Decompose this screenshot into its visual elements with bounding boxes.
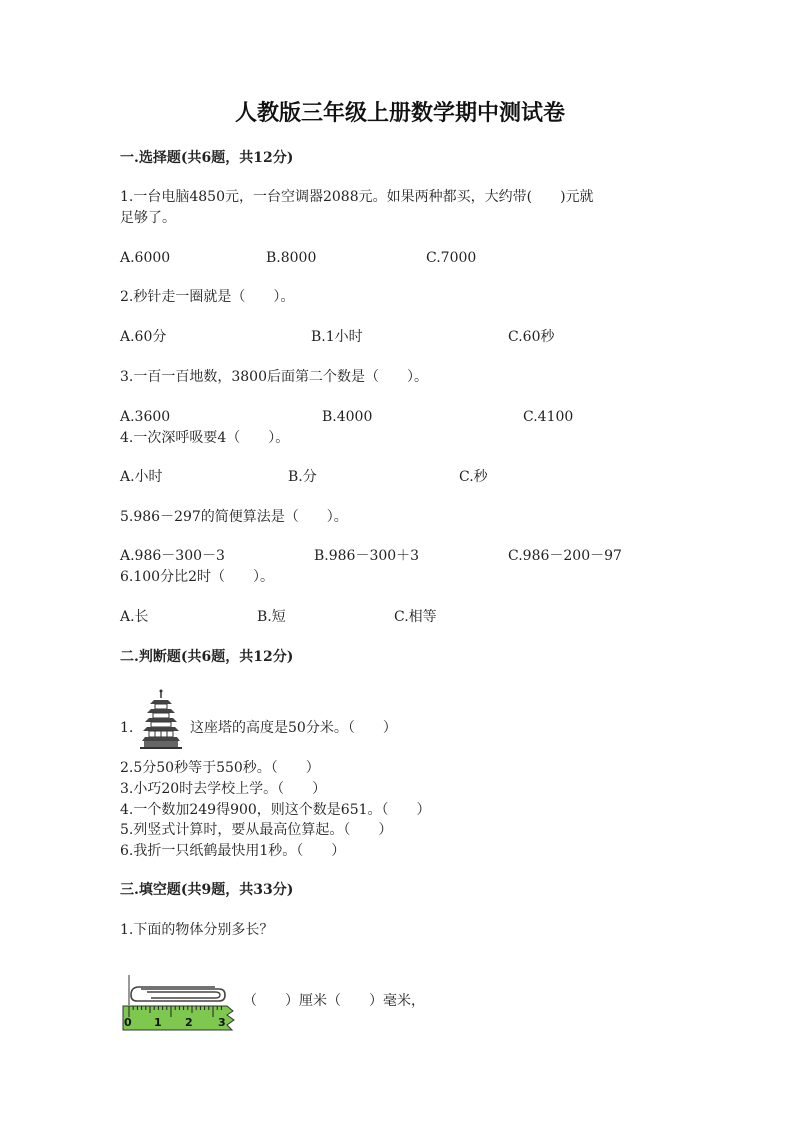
q1-option-a: A.6000 bbox=[120, 250, 171, 266]
q6-option-b: B.短 bbox=[257, 609, 286, 625]
pagoda-image bbox=[138, 688, 184, 750]
ruler-label-0: 0 bbox=[124, 1016, 132, 1029]
q6-option-a: A.长 bbox=[120, 609, 149, 625]
ruler-label-3: 3 bbox=[218, 1016, 226, 1029]
q5-option-a: A.986－300－3 bbox=[120, 548, 225, 564]
ruler-clip-image bbox=[121, 975, 241, 1035]
q6-option-c: C.相等 bbox=[394, 609, 437, 625]
q2-option-c: C.60秒 bbox=[508, 329, 555, 345]
fill-question-1-answer: （ ）厘米（ ）毫米， bbox=[243, 993, 425, 1009]
q1-option-c: C.7000 bbox=[426, 250, 477, 266]
judge-1-number: 1. bbox=[120, 720, 134, 736]
q3-option-b: B.4000 bbox=[322, 409, 373, 425]
section-heading-fill: 三.填空题(共9题，共33分) bbox=[120, 882, 294, 898]
judge-item-4: 4.一个数加249得900，则这个数是651。（ ） bbox=[120, 802, 431, 818]
question-4: 4.一次深呼吸要4（ ）。 bbox=[120, 430, 290, 446]
ruler-label-1: 1 bbox=[154, 1016, 162, 1029]
section-heading-choice: 一.选择题(共6题，共12分) bbox=[120, 150, 294, 166]
question-2: 2.秒针走一圈就是（ ）。 bbox=[120, 289, 295, 305]
q4-option-c: C.秒 bbox=[459, 469, 488, 485]
q2-option-b: B.1小时 bbox=[311, 329, 363, 345]
judge-item-6: 6.我折一只纸鹤最快用1秒。（ ） bbox=[120, 843, 346, 859]
q3-option-c: C.4100 bbox=[523, 409, 574, 425]
q3-option-a: A.3600 bbox=[120, 409, 171, 425]
question-5: 5.986－297的简便算法是（ ）。 bbox=[120, 509, 348, 525]
judge-item-2: 2.5分50秒等于550秒。（ ） bbox=[120, 760, 320, 776]
question-1-line1: 1.一台电脑4850元，一台空调器2088元。如果两种都买，大约带( )元就 bbox=[120, 189, 594, 205]
q1-option-b: B.8000 bbox=[266, 250, 317, 266]
question-1-line2: 足够了。 bbox=[120, 210, 176, 226]
section-heading-judgement: 二.判断题(共6题，共12分) bbox=[120, 649, 294, 665]
judge-item-5: 5.列竖式计算时，要从最高位算起。（ ） bbox=[120, 822, 393, 838]
judge-1-text: 这座塔的高度是50分米。（ ） bbox=[190, 720, 397, 736]
ruler-label-2: 2 bbox=[185, 1016, 193, 1029]
q2-option-a: A.60分 bbox=[120, 329, 167, 345]
q5-option-c: C.986－200－97 bbox=[508, 548, 622, 564]
page-title: 人教版三年级上册数学期中测试卷 bbox=[234, 100, 565, 126]
question-3: 3.一百一百地数，3800后面第二个数是（ ）。 bbox=[120, 369, 428, 385]
judge-item-3: 3.小巧20时去学校上学。（ ） bbox=[120, 781, 327, 797]
question-6: 6.100分比2时（ ）。 bbox=[120, 569, 274, 585]
q4-option-a: A.小时 bbox=[120, 469, 163, 485]
q5-option-b: B.986－300＋3 bbox=[314, 548, 420, 564]
fill-question-1: 1.下面的物体分别多长？ bbox=[120, 922, 274, 938]
q4-option-b: B.分 bbox=[288, 469, 317, 485]
